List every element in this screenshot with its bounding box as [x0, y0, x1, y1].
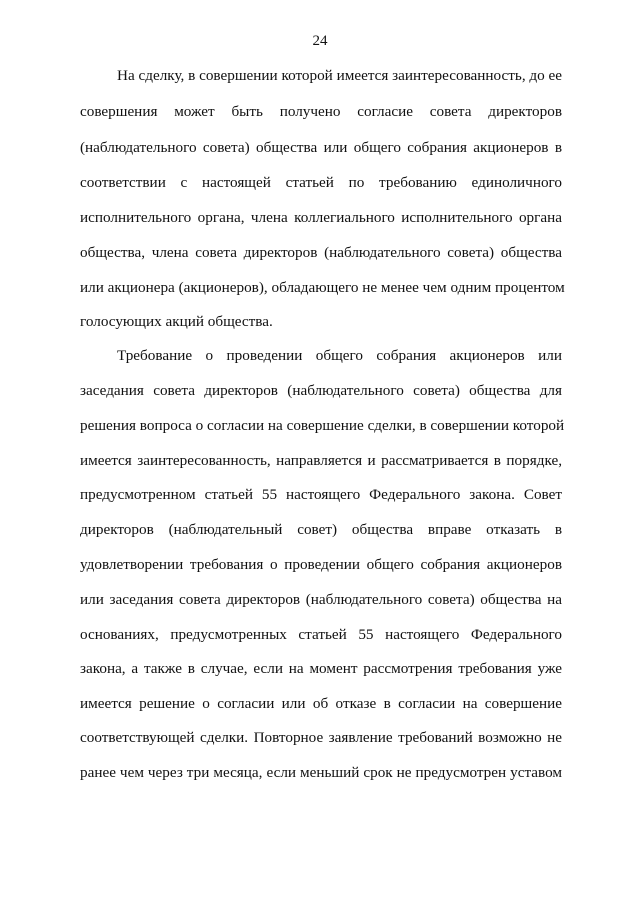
- paragraph-1-line-5: исполнительного органа, члена коллегиального исполнительного органа: [80, 209, 562, 226]
- paragraph-2-line-10: закона, а также в случае, если на момент рассмотрения требования уже: [80, 660, 562, 677]
- paragraph-2-line-9: основаниях, предусмотренных статьей 55 настоящего Федерального: [80, 626, 562, 643]
- paragraph-1-line-6: общества, члена совета директоров (наблюдательного совета) общества: [80, 244, 562, 261]
- paragraph-1-line-1: На сделку, в совершении которой имеется заинтересованность, до ее: [117, 67, 563, 84]
- paragraph-2-line-7: удовлетворении требования о проведении общего собрания акционеров: [80, 556, 562, 573]
- paragraph-2-line-4: имеется заинтересованность, направляется и рассматривается в порядке,: [80, 452, 562, 469]
- paragraph-2-line-5: предусмотренном статьей 55 настоящего Федерального закона. Совет: [80, 486, 562, 503]
- paragraph-2-line-6: директоров (наблюдательный совет) общества вправе отказать в: [80, 521, 562, 538]
- paragraph-2-line-8: или заседания совета директоров (наблюдательного совета) общества на: [80, 591, 562, 608]
- paragraph-1-line-8: голосующих акций общества.: [80, 313, 273, 330]
- paragraph-2-line-11: имеется решение о согласии или об отказе в согласии на совершение: [80, 695, 562, 712]
- paragraph-2-line-13: ранее чем через три месяца, если меньший срок не предусмотрен уставом: [80, 764, 562, 781]
- paragraph-1-line-2: совершения может быть получено согласие совета директоров: [80, 103, 562, 120]
- paragraph-1-line-4: соответствии с настоящей статьей по требованию единоличного: [80, 174, 562, 191]
- page-number: 24: [312, 33, 328, 49]
- paragraph-2-line-1: Требование о проведении общего собрания акционеров или: [117, 347, 562, 364]
- paragraph-1-line-7: или акционера (акционеров), обладающего не менее чем одним процентом: [80, 279, 565, 296]
- paragraph-2-line-3: решения вопроса о согласии на совершение сделки, в совершении которой: [80, 417, 565, 434]
- paragraph-2-line-12: соответствующей сделки. Повторное заявление требований возможно не: [80, 729, 562, 746]
- paragraph-2-line-2: заседания совета директоров (наблюдательного совета) общества для: [80, 382, 562, 399]
- paragraph-1-line-3: (наблюдательного совета) общества или общего собрания акционеров в: [80, 139, 562, 156]
